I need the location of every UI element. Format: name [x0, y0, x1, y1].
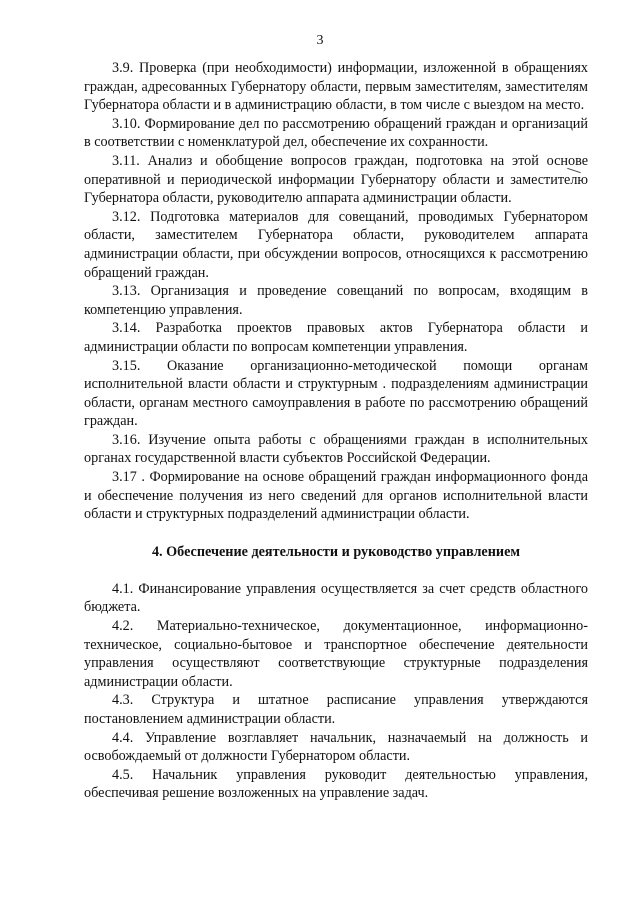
page-number: 3 [316, 33, 324, 48]
item-3-11: 3.11. Анализ и обобщение вопросов граждан, подготовка на этой основе оперативной и периодической информации Губернатору области и заместителю Губернатора области, руководителю аппарата администрации области. [84, 152, 588, 207]
item-4-5: 4.5. Начальник управления руководит деятельностью управления, обеспечивая решение возложенных на управление задач. [84, 766, 588, 802]
item-3-14: 3.14. Разработка проектов правовых актов Губернатора области и администрации области по вопросам компетенции управления. [84, 320, 588, 355]
section-4-items [84, 580, 588, 803]
item-3-16: 3.16. Изучение опыта работы с обращениями граждан в исполнительных органах государственной власти субъектов Российской Федерации. [84, 431, 588, 467]
item-3-13: 3.13. Организация и проведение совещаний по вопросам, входящим в компетенцию управления. [84, 283, 588, 318]
item-3-10: 3.10. Формирование дел по рассмотрению обращений граждан и организаций в соответствии с номенклатурой дел, обеспечение их сохранности. [84, 115, 588, 151]
item-4-3: 4.3. Структура и штатное расписание управления утверждаются постановлением администрации области. [84, 692, 588, 727]
document-body [84, 59, 588, 803]
section-3-items [84, 59, 588, 524]
section-4-heading: 4. Обеспечение деятельности и руководство управлением [151, 543, 521, 560]
item-4-2: 4.2. Материально-техническое, документационное, информационно-техническое, социально-бытовое и транспортное обеспечение деятельности управления осуществляют соответствующие структурные подразделения администрации области. [84, 618, 588, 690]
item-3-12: 3.12. Подготовка материалов для совещаний, проводимых Губернатором области, заместителем Губернатора области, руководителем аппарата администрации области, при обсуждении вопросов, относящихся к рассмотрению обращений граждан. [84, 208, 588, 281]
item-4-1: 4.1. Финансирование управления осуществляется за счет средств областного бюджета. [84, 580, 588, 616]
item-4-4: 4.4. Управление возглавляет начальник, назначаемый на должность и освобождаемый от должности Губернатором области. [84, 729, 588, 765]
item-3-9: 3.9. Проверка (при необходимости) информации, изложенной в обращениях граждан, адресованных Губернатору области, первым заместителям, заместителям Губернатора области и в администрацию области, в том числе с выездом на место. [84, 60, 588, 114]
item-3-15: 3.15. Оказание организационно-методической помощи органам исполнительной власти области и структурным . подразделениям администрации области, органам местного самоуправления в работе по рассмотрению обращений граждан. [84, 357, 588, 430]
item-3-17: 3.17 . Формирование на основе обращений граждан информационного фонда и обеспечение получения из него сведений для органов исполнительной власти области и структурных подразделений администрации области. [84, 469, 588, 523]
